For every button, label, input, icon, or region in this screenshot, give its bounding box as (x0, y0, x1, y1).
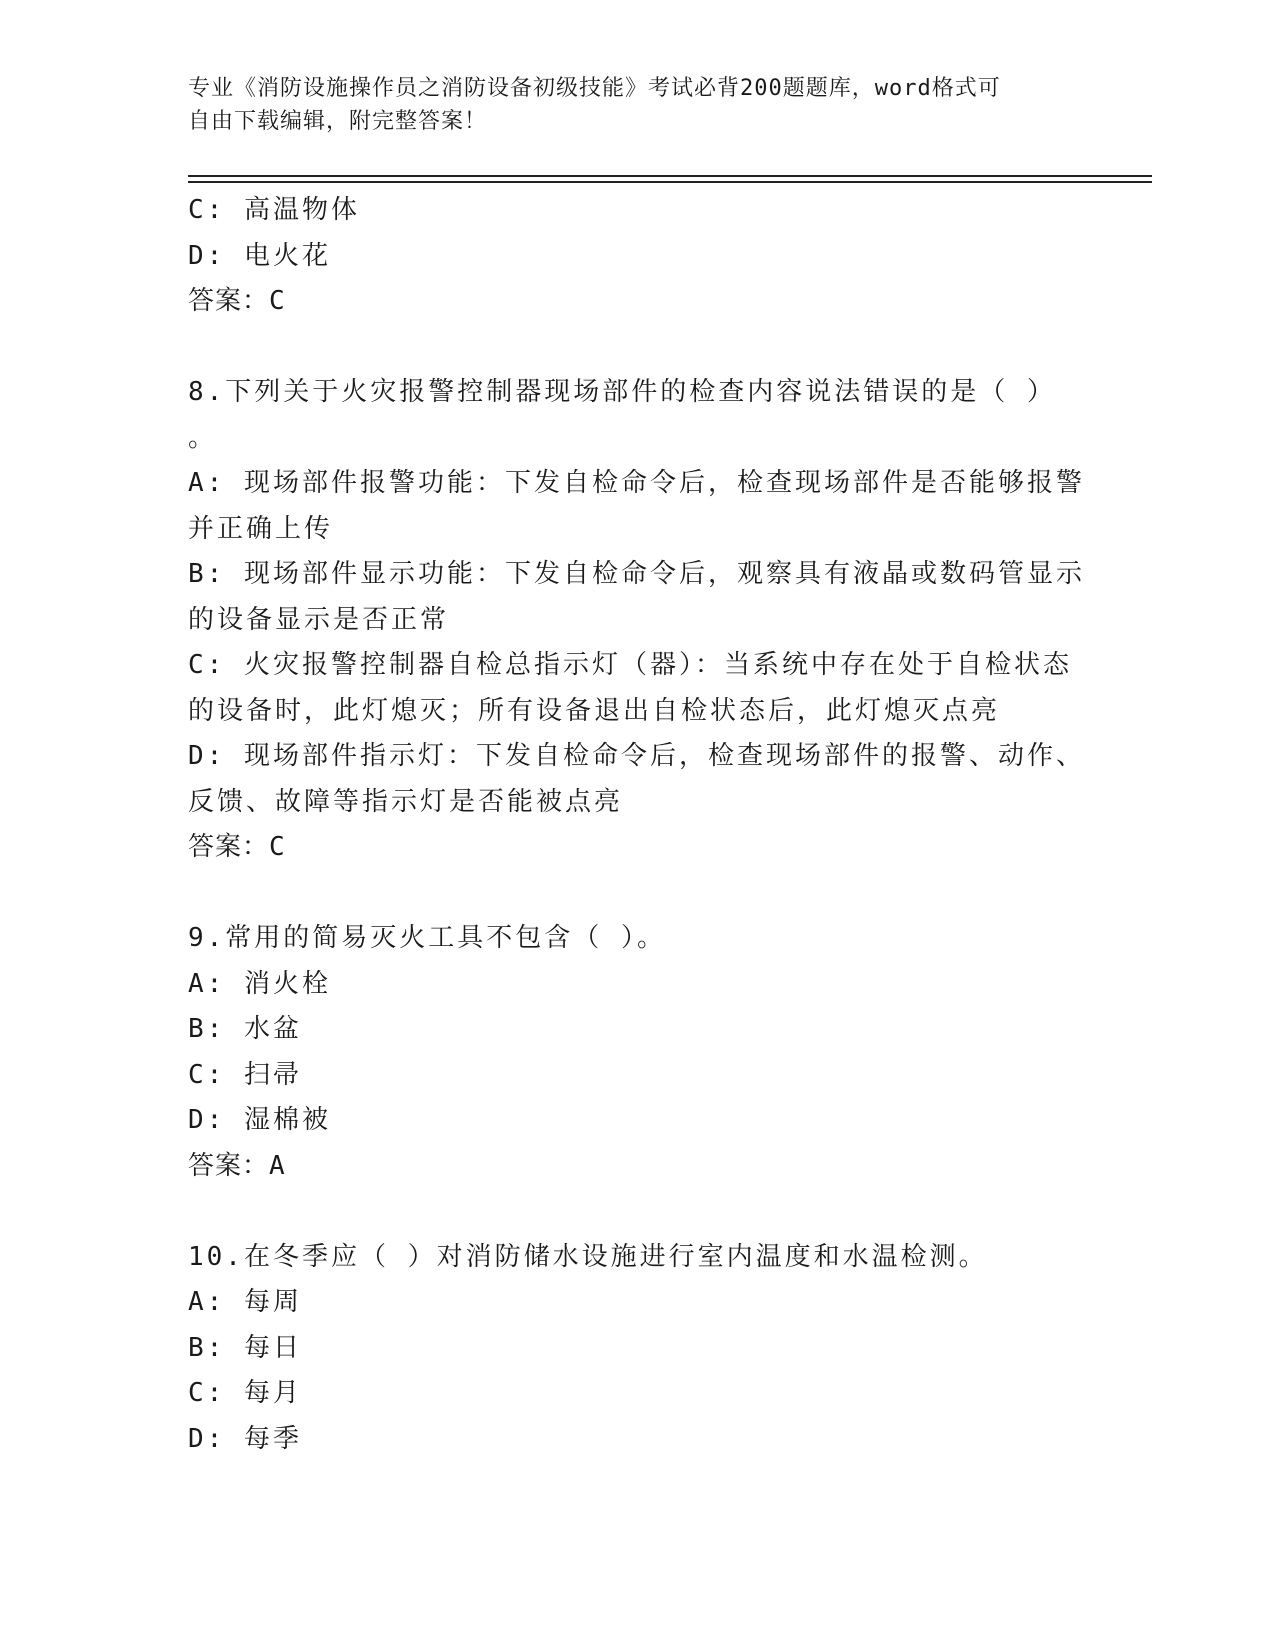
option-b: B: 水盆 (188, 1014, 302, 1044)
option-c: C: 高温物体 (188, 195, 360, 225)
answer-line: 答案：C (188, 832, 286, 862)
answer-line: 答案：C (188, 286, 286, 316)
option-a-continued: 并正确上传 (188, 513, 334, 544)
option-c: C: 火灾报警控制器自检总指示灯（器）：当系统中存在处于自检状态 (188, 650, 1072, 680)
option-c-continued: 的设备时，此灯熄灭；所有设备退出自检状态后，此灯熄灭点亮 (188, 695, 1001, 726)
option-a: A: 现场部件报警功能：下发自检命令后，检查现场部件是否能够报警 (188, 468, 1085, 498)
question-9 (188, 916, 1088, 1189)
header-line-1: 专业《消防设施操作员之消防设备初级技能》考试必背200题题库，word格式可 (188, 76, 1001, 101)
question-stem-continued: 。 (188, 422, 218, 453)
question-stem: 8.下列关于火灾报警控制器现场部件的检查内容说法错误的是（ ） (188, 377, 1056, 407)
question-8 (188, 370, 1088, 871)
option-b: B: 每日 (188, 1332, 302, 1363)
header-line-2: 自由下载编辑，附完整答案！ (188, 109, 488, 134)
spacer (188, 871, 1088, 917)
question-7-tail (188, 188, 1088, 325)
question-list (188, 188, 1088, 1462)
option-a: A: 消火栓 (188, 968, 331, 999)
option-b-continued: 的设备显示是否正常 (188, 604, 450, 635)
document-header (188, 72, 1068, 138)
question-stem: 9.常用的简易灭火工具不包含（ ）。 (188, 923, 666, 953)
spacer (188, 325, 1088, 371)
option-d: D: 每季 (188, 1423, 302, 1454)
option-a: A: 每周 (188, 1287, 302, 1317)
question-stem: 10.在冬季应（ ）对消防储水设施进行室内温度和水温检测。 (188, 1241, 988, 1272)
option-b: B: 现场部件显示功能：下发自检命令后，观察具有液晶或数码管显示 (188, 559, 1085, 589)
question-10 (188, 1235, 1088, 1463)
header-divider-bottom (188, 181, 1152, 183)
option-c: C: 扫帚 (188, 1059, 302, 1090)
option-d-continued: 反馈、故障等指示灯是否能被点亮 (188, 786, 624, 817)
option-d: D: 电火花 (188, 240, 331, 271)
header-divider-top (188, 175, 1152, 177)
spacer (188, 1189, 1088, 1235)
option-c: C: 每月 (188, 1378, 302, 1408)
answer-line: 答案：A (188, 1150, 286, 1181)
option-d: D: 现场部件指示灯：下发自检命令后，检查现场部件的报警、动作、 (188, 741, 1085, 771)
option-d: D: 湿棉被 (188, 1105, 331, 1135)
